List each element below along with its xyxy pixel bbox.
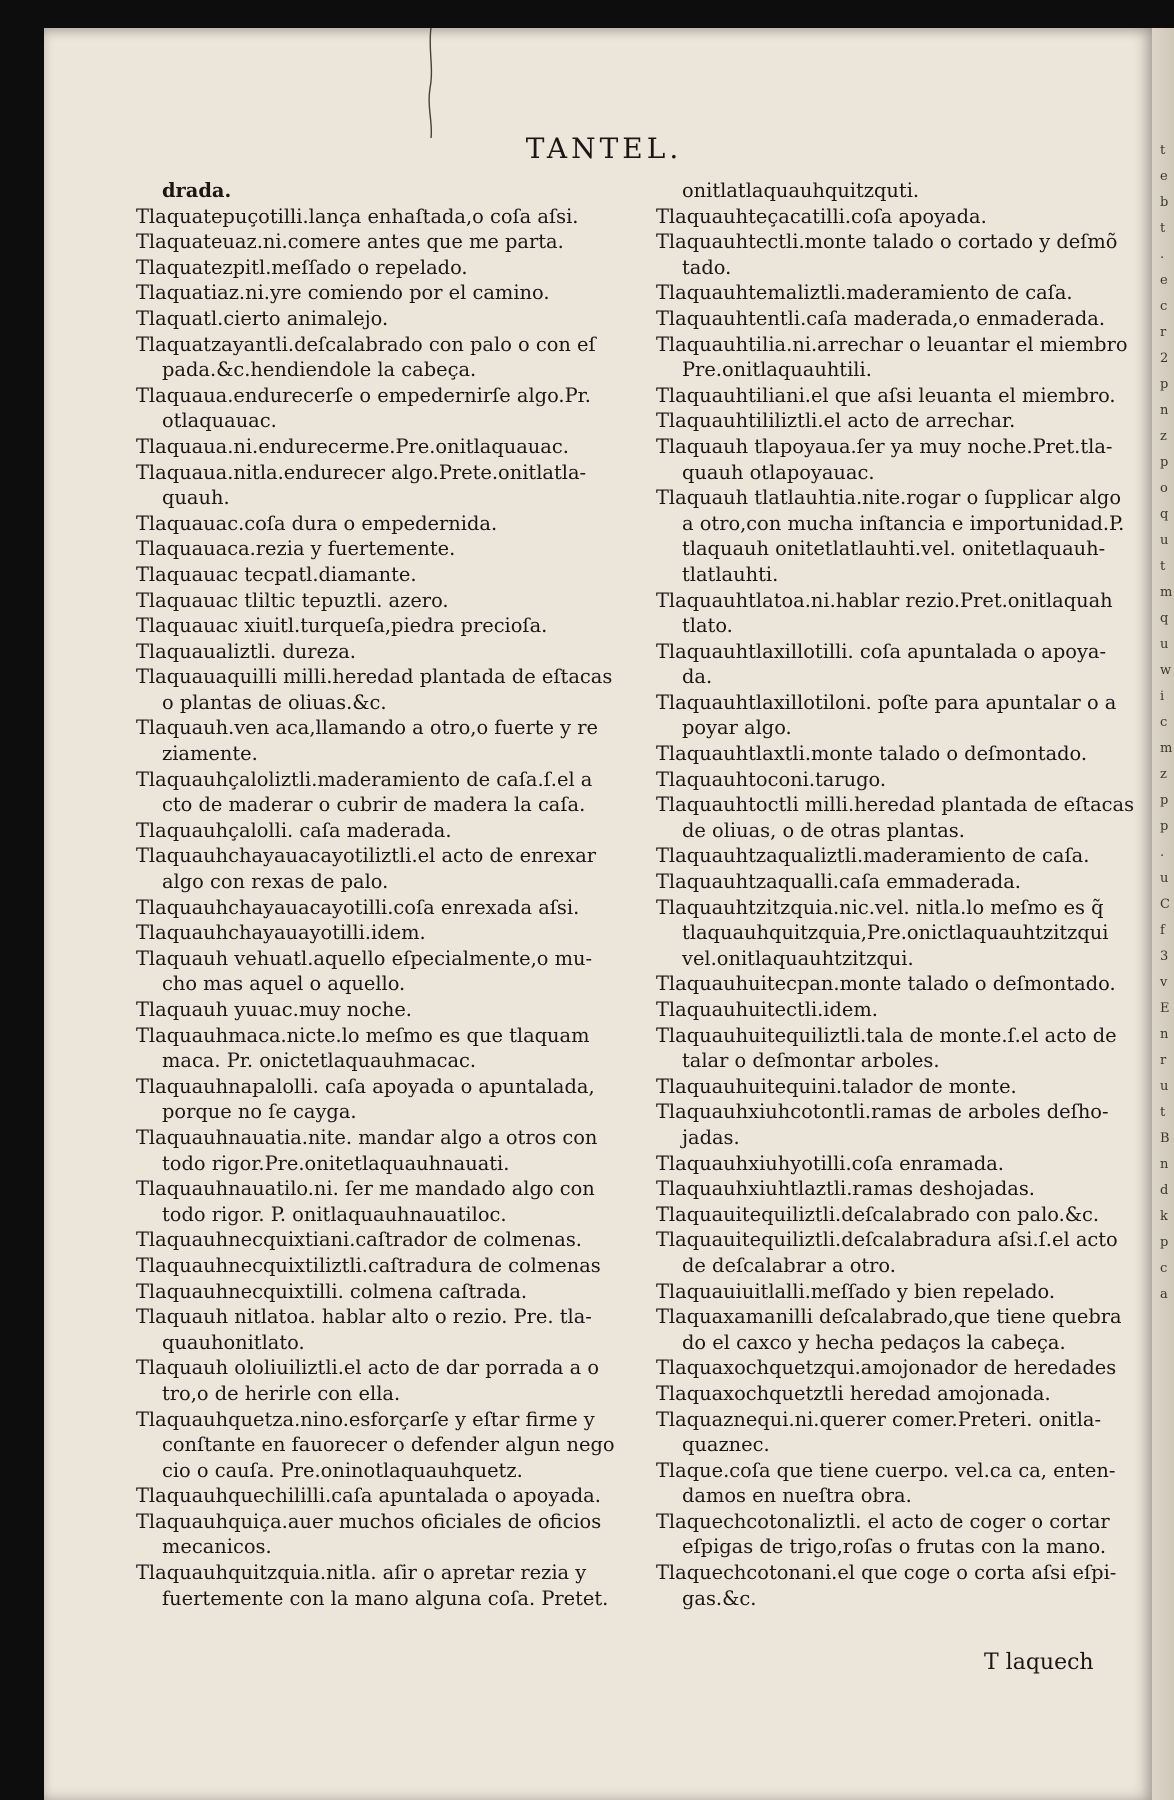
dictionary-line: onitlatlaquauhquitzquti. xyxy=(682,179,920,202)
dictionary-line: Tlaquauhuitequini.talador de monte. xyxy=(656,1074,1017,1098)
dictionary-line: Tlaquauhtilia.ni.arrechar o leuantar el miembro xyxy=(656,332,1128,356)
right-column xyxy=(634,178,1134,1611)
dictionary-line: Tlaquatepuçotilli.lança enhaſtada,o coſa aſsi. xyxy=(136,204,579,228)
dictionary-line: tlatlauhti. xyxy=(682,562,779,586)
dictionary-line: Tlaquauhtlaxillotilli. coſa apuntalada o apoya- xyxy=(656,639,1107,663)
dictionary-line: Tlaquauhtiliani.el que aſsi leuanta el miembro. xyxy=(656,383,1116,407)
dictionary-line: Tlaquauhuitecpan.monte talado o deſmontado. xyxy=(656,972,1116,996)
dictionary-line: Tlaquauh.ven aca,llamando a otro,o fuerte y re xyxy=(136,716,599,740)
dictionary-line: Tlaquauhnauatilo.ni. ſer me mandado algo con xyxy=(136,1177,595,1201)
dictionary-line: gas.&c. xyxy=(682,1586,757,1610)
dictionary-line: Tlaquauh vehuatl.aquello eſpecialmente,o mu- xyxy=(136,946,593,970)
dictionary-line: quaznec. xyxy=(682,1433,770,1457)
dictionary-line: Tlaquaxochquetzqui.amojonador de heredades xyxy=(656,1356,1117,1380)
dictionary-line: Tlaquatezpitl.meſſado o repelado. xyxy=(136,255,468,279)
dictionary-line: Tlaquauhtentli.caſa maderada,o enmaderada. xyxy=(656,306,1105,330)
dictionary-line: Tlaquauhtoctli milli.heredad plantada de eſtacas xyxy=(656,793,1135,817)
dictionary-line: Tlaquatiaz.ni.yre comiendo por el camino. xyxy=(136,281,550,305)
dictionary-line: Tlaquauhtectli.monte talado o cortado y deſmõ xyxy=(656,230,1118,254)
dictionary-line: fuertemente con la mano alguna coſa. Pretet. xyxy=(162,1586,609,1610)
dictionary-line: todo rigor.Pre.onitetlaquauhnauati. xyxy=(162,1151,510,1175)
dictionary-line: Tlaquatl.cierto animalejo. xyxy=(136,306,389,330)
dictionary-line: de oliuas, o de otras plantas. xyxy=(682,818,965,842)
dictionary-line: Tlaquauitequiliztli.deſcalabrado con palo.&c. xyxy=(656,1202,1100,1226)
dictionary-line: Tlaquauaca.rezia y fuertemente. xyxy=(136,537,456,561)
dictionary-line: Tlaquaxochquetztli heredad amojonada. xyxy=(656,1381,1051,1405)
dictionary-line: Tlaquauhquitzquia.nitla. aſir o apretar rezia y xyxy=(136,1561,587,1585)
dictionary-line: Tlaquauhchayauacayotilli.coſa enrexada aſsi. xyxy=(136,895,580,919)
dictionary-line: Tlaquaua.ni.endurecerme.Pre.onitlaquauac. xyxy=(136,434,569,458)
dictionary-line: Tlaquauhnecquixtiani.caſtrador de colmenas. xyxy=(136,1228,582,1252)
dictionary-line: eſpigas de trigo,roſas o frutas con la mano. xyxy=(682,1535,1106,1559)
dictionary-line: porque no ſe cayga. xyxy=(162,1100,357,1124)
dictionary-line: damos en nueſtra obra. xyxy=(682,1484,912,1508)
dictionary-line: Tlaquauhtoconi.tarugo. xyxy=(656,767,887,791)
dictionary-line: Tlaquauiuitlalli.meſſado y bien repelado. xyxy=(656,1279,1056,1303)
dictionary-line: Tlaquauhçaloliztli.maderamiento de caſa.ſ.el a xyxy=(136,767,593,791)
dictionary-line: quauh. xyxy=(162,486,230,510)
dictionary-line: Tlaquauhxiuhtlaztli.ramas deshojadas. xyxy=(656,1177,1035,1201)
dictionary-line: Tlaquauaquilli milli.heredad plantada de eſtacas xyxy=(136,665,613,689)
dictionary-line: Tlaquauhxiuhcotontli.ramas de arboles deſho- xyxy=(656,1100,1109,1124)
dictionary-line: Tlaquauhnapalolli. caſa apoyada o apuntalada, xyxy=(136,1074,595,1098)
dictionary-line: Tlaquatzayantli.deſcalabrado con palo o con eſ xyxy=(136,332,596,356)
dictionary-line: cio o cauſa. Pre.oninotlaquauhquetz. xyxy=(162,1458,523,1482)
dictionary-line: conſtante en fauorecer o defender algun nego xyxy=(162,1433,615,1457)
dictionary-line: pada.&c.hendiendole la cabeça. xyxy=(162,358,477,382)
dictionary-line: Tlaquauh tlapoyaua.ſer ya muy noche.Pret.tla- xyxy=(656,434,1113,458)
dictionary-line: poyar algo. xyxy=(682,716,792,740)
dictionary-line: Tlaquauhquiça.auer muchos oficiales de oficios xyxy=(136,1509,602,1533)
dictionary-line: Tlaquauhçalolli. caſa maderada. xyxy=(136,818,452,842)
dictionary-line: Tlaquaualiztli. dureza. xyxy=(136,639,356,663)
dictionary-line: Tlaquauhtlaxtli.monte talado o deſmontado. xyxy=(656,742,1088,766)
dictionary-line: Tlaquaxamanilli deſcalabrado,que tiene quebra xyxy=(656,1305,1122,1329)
left-column xyxy=(114,178,644,1611)
dictionary-line: do el caxco y hecha pedaços la cabeça. xyxy=(682,1330,1066,1354)
dictionary-line: Tlaquauhtlaxillotiloni. poſte para apuntalar o a xyxy=(656,690,1117,714)
dictionary-line: Tlaquauac tliltic tepuztli. azero. xyxy=(136,588,449,612)
dictionary-line: Tlaquaua.endurecerſe o empedernirſe algo.Pr. xyxy=(136,383,591,407)
dictionary-line: tlaquauh onitetlatlauhti.vel. onitetlaquauh- xyxy=(682,537,1106,561)
dictionary-line: Tlaquauhtzaqualiztli.maderamiento de caſa. xyxy=(656,844,1090,868)
dictionary-line: Tlaquauac.coſa dura o empedernida. xyxy=(136,511,498,535)
dictionary-line: o plantas de oliuas.&c. xyxy=(162,690,387,714)
dictionary-line: Tlaquauhteçacatilli.coſa apoyada. xyxy=(656,204,987,228)
dictionary-line: Pre.onitlaquauhtili. xyxy=(682,358,872,382)
dictionary-line: Tlaquauhchayauayotilli.idem. xyxy=(136,921,426,945)
dictionary-line: Tlaquauac xiuitl.turqueſa,piedra precioſa. xyxy=(136,614,548,638)
dictionary-line: talar o deſmontar arboles. xyxy=(682,1049,940,1073)
dictionary-line: Tlaquauhquechililli.caſa apuntalada o apoyada. xyxy=(136,1484,601,1508)
dictionary-line: algo con rexas de palo. xyxy=(162,870,389,894)
dictionary-line: quauhonitlato. xyxy=(162,1330,305,1354)
dictionary-line: drada. xyxy=(162,179,232,202)
dictionary-line: ziamente. xyxy=(162,742,258,766)
dictionary-line: todo rigor. P. onitlaquauhnauatiloc. xyxy=(162,1202,507,1226)
dictionary-line: maca. Pr. onictetlaquauhmacac. xyxy=(162,1049,477,1073)
dictionary-line: Tlaquauh tlatlauhtia.nite.rogar o ſupplicar algo xyxy=(656,486,1122,510)
dictionary-line: Tlaquauitequiliztli.deſcalabradura aſsi.ſ.el acto xyxy=(656,1228,1118,1252)
dictionary-line: Tlaquauhtlatoa.ni.hablar rezio.Pret.onitlaquah xyxy=(656,588,1113,612)
dictionary-line: Tlaquauhmaca.nicte.lo meſmo es que tlaquam xyxy=(136,1023,590,1047)
dictionary-line: Tlaquauhnecquixtilli. colmena caſtrada. xyxy=(136,1279,528,1303)
catchword: T laquech xyxy=(984,1650,1094,1675)
dictionary-line: otlaquauac. xyxy=(162,409,277,433)
dictionary-line: tlaquauhquitzquia,Pre.onictlaquauhtzitzqui xyxy=(682,921,1109,945)
running-head: TANTEL. xyxy=(525,132,683,165)
dictionary-line: Tlaquauhuitequiliztli.tala de monte.ſ.el acto de xyxy=(656,1023,1117,1047)
facing-page-glyphs: t e b t . e c r 2 p n z p o q u t m q u w i c m z p p . u C f 3 v E n r u t B n d k p c a xyxy=(1160,143,1173,1302)
dictionary-line: Tlaquauhchayauacayotiliztli.el acto de enrexar xyxy=(136,844,597,868)
dictionary-line: Tlaquauh yuuac.muy noche. xyxy=(136,998,412,1021)
dictionary-line: quauh otlapoyauac. xyxy=(682,460,875,484)
dictionary-line: Tlaquauh nitlatoa. hablar alto o rezio. Pre. tla- xyxy=(136,1305,592,1329)
dictionary-line: Tlaquechcotonaliztli. el acto de coger o cortar xyxy=(656,1509,1110,1533)
dictionary-line: Tlaquauhtililiztli.el acto de arrechar. xyxy=(656,409,1016,433)
page-sheet xyxy=(44,28,1152,1800)
dictionary-line: cto de maderar o cubrir de madera la caſa. xyxy=(162,793,586,817)
dictionary-line: cho mas aquel o aquello. xyxy=(162,972,406,996)
dictionary-line: Tlaquauhtemaliztli.maderamiento de caſa. xyxy=(656,281,1073,305)
binding-thread-icon xyxy=(424,28,438,138)
dictionary-line: jadas. xyxy=(682,1125,740,1149)
dictionary-line: tlato. xyxy=(682,614,733,638)
dictionary-line: vel.onitlaquauhtzitzqui. xyxy=(682,946,914,970)
dictionary-line: Tlaquauhtzaqualli.caſa emmaderada. xyxy=(656,870,1021,894)
dictionary-line: Tlaquaznequi.ni.querer comer.Preteri. onitla- xyxy=(656,1407,1102,1431)
dictionary-line: Tlaquauhuitectli.idem. xyxy=(656,998,878,1021)
dictionary-line: da. xyxy=(682,665,713,689)
dictionary-line: Tlaquauhnecquixtiliztli.caſtradura de colmenas xyxy=(136,1253,601,1277)
dictionary-line: de deſcalabrar a otro. xyxy=(682,1253,896,1277)
dictionary-line: tro,o de herirle con ella. xyxy=(162,1381,401,1405)
dictionary-line: Tlaquauh ololiuiliztli.el acto de dar porrada a o xyxy=(136,1356,599,1380)
dictionary-line: Tlaquauac tecpatl.diamante. xyxy=(136,562,417,586)
dictionary-line: Tlaquaua.nitla.endurecer algo.Prete.onitlatla- xyxy=(136,460,587,484)
dictionary-line: tado. xyxy=(682,255,732,279)
dictionary-line: Tlaquechcotonani.el que coge o corta aſsi eſpi- xyxy=(656,1561,1117,1585)
dictionary-line: Tlaquauhtzitzquia.nic.vel. nitla.lo meſmo es q̃ xyxy=(656,895,1104,919)
dictionary-line: Tlaquateuaz.ni.comere antes que me parta. xyxy=(136,230,564,254)
dictionary-line: Tlaque.coſa que tiene cuerpo. vel.ca ca, enten- xyxy=(656,1458,1116,1482)
dictionary-line: Tlaquauhquetza.nino.esforçarſe y eſtar firme y xyxy=(136,1407,595,1431)
dictionary-line: a otro,con mucha inſtancia e importunidad.P. xyxy=(682,511,1125,535)
dictionary-line: Tlaquauhnauatia.nite. mandar algo a otros con xyxy=(136,1125,598,1149)
dictionary-line: Tlaquauhxiuhyotilli.coſa enramada. xyxy=(656,1151,1004,1175)
dictionary-line: mecanicos. xyxy=(162,1535,272,1559)
